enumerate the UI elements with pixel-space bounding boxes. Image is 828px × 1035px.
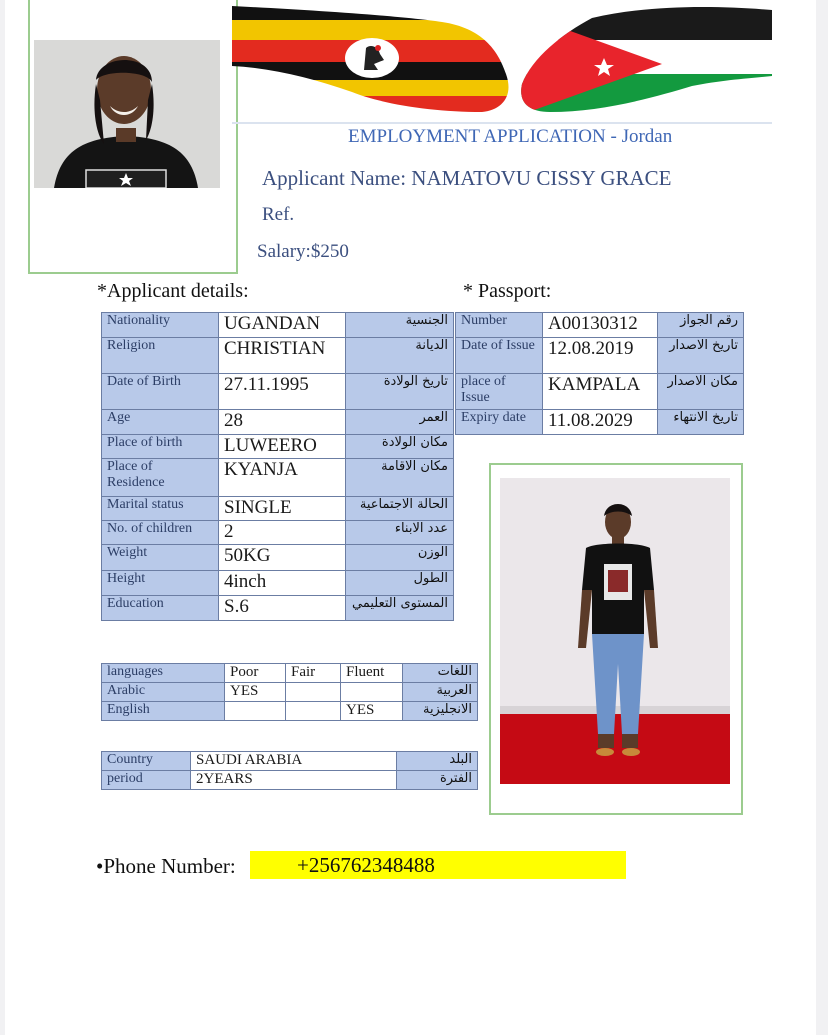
row-value: SAUDI ARABIA [191, 752, 397, 771]
row-label: No. of children [102, 521, 219, 545]
table-row [102, 435, 454, 459]
poor-header: Poor [225, 664, 286, 683]
row-value: 12.08.2019 [543, 338, 658, 374]
row-value: S.6 [219, 596, 346, 621]
row-label: Age [102, 410, 219, 435]
row-label: Height [102, 571, 219, 596]
phone-label: •Phone Number: [96, 854, 236, 878]
row-arabic-label: مكان الاصدار [658, 374, 744, 410]
row-arabic-label: تاريخ الولادة [346, 374, 454, 410]
salary: Salary:$250 [257, 241, 349, 262]
table-row [102, 545, 454, 571]
row-label: Weight [102, 545, 219, 571]
languages-table [101, 663, 478, 721]
fluent-cell [341, 683, 403, 702]
table-row [102, 313, 454, 338]
table-row [102, 771, 478, 790]
row-label: Education [102, 596, 219, 621]
row-value: 28 [219, 410, 346, 435]
language-name: Arabic [102, 683, 225, 702]
row-value: KAMPALA [543, 374, 658, 410]
row-arabic-label: الطول [346, 571, 454, 596]
table-row [102, 374, 454, 410]
row-label: period [102, 771, 191, 790]
row-arabic-label: مكان الاقامة [346, 459, 454, 497]
language-arabic-name: الانجليزية [403, 702, 478, 721]
row-arabic-label: المستوى التعليمي [346, 596, 454, 621]
table-row [456, 338, 744, 374]
row-arabic-label: الديانة [346, 338, 454, 374]
portrait-photo [34, 40, 220, 188]
passport-table [455, 312, 744, 435]
phone-number: +256762348488 [297, 853, 435, 877]
table-row [102, 338, 454, 374]
languages-header: languages [102, 664, 225, 683]
uganda-jordan-handshake-banner [232, 0, 772, 120]
row-value: KYANJA [219, 459, 346, 497]
fair-cell [286, 702, 341, 721]
row-label: Expiry date [456, 410, 543, 435]
row-label: Date of Birth [102, 374, 219, 410]
row-label: Date of Issue [456, 338, 543, 374]
row-arabic-label: مكان الولادة [346, 435, 454, 459]
languages-arabic-header: اللغات [403, 664, 478, 683]
table-row [102, 459, 454, 497]
language-arabic-name: العربية [403, 683, 478, 702]
row-value: SINGLE [219, 497, 346, 521]
row-arabic-label: الجنسية [346, 313, 454, 338]
table-row [456, 410, 744, 435]
row-arabic-label: تاريخ الاصدار [658, 338, 744, 374]
applicant-details-heading: *Applicant details: [97, 280, 249, 302]
reference-label: Ref. [262, 204, 295, 225]
experience-table [101, 751, 478, 790]
row-label: Country [102, 752, 191, 771]
row-arabic-label: العمر [346, 410, 454, 435]
row-value: 11.08.2029 [543, 410, 658, 435]
row-value: A00130312 [543, 313, 658, 338]
row-label: place of Issue [456, 374, 543, 410]
table-row [456, 313, 744, 338]
applicant-details-table [101, 312, 454, 621]
row-label: Number [456, 313, 543, 338]
table-row [102, 571, 454, 596]
fair-header: Fair [286, 664, 341, 683]
row-label: Place of birth [102, 435, 219, 459]
row-value: 27.11.1995 [219, 374, 346, 410]
row-value: UGANDAN [219, 313, 346, 338]
row-label: Place of Residence [102, 459, 219, 497]
poor-cell: YES [225, 683, 286, 702]
table-row [456, 374, 744, 410]
fair-cell [286, 683, 341, 702]
row-label: Religion [102, 338, 219, 374]
row-arabic-label: الحالة الاجتماعية [346, 497, 454, 521]
row-value: CHRISTIAN [219, 338, 346, 374]
row-value: 50KG [219, 545, 346, 571]
row-label: Nationality [102, 313, 219, 338]
table-row [102, 497, 454, 521]
poor-cell [225, 702, 286, 721]
table-row [102, 683, 478, 702]
language-name: English [102, 702, 225, 721]
row-arabic-label: تاريخ الانتهاء [658, 410, 744, 435]
fluent-cell: YES [341, 702, 403, 721]
row-arabic-label: الوزن [346, 545, 454, 571]
row-value: 2 [219, 521, 346, 545]
table-row [102, 521, 454, 545]
row-value: 4inch [219, 571, 346, 596]
row-value: 2YEARS [191, 771, 397, 790]
table-row [102, 752, 478, 771]
row-arabic-label: رقم الجواز [658, 313, 744, 338]
table-header-row [102, 664, 478, 683]
form-title: EMPLOYMENT APPLICATION - Jordan [348, 126, 673, 147]
applicant-name: Applicant Name: NAMATOVU CISSY GRACE [262, 166, 672, 190]
passport-heading: * Passport: [463, 280, 552, 302]
full-body-photo [500, 478, 730, 784]
row-label: Marital status [102, 497, 219, 521]
banner-divider [232, 122, 772, 124]
table-row [102, 702, 478, 721]
table-row [102, 596, 454, 621]
row-arabic-label: عدد الابناء [346, 521, 454, 545]
fluent-header: Fluent [341, 664, 403, 683]
row-arabic-label: البلد [397, 752, 478, 771]
table-row [102, 410, 454, 435]
row-value: LUWEERO [219, 435, 346, 459]
row-arabic-label: الفترة [397, 771, 478, 790]
